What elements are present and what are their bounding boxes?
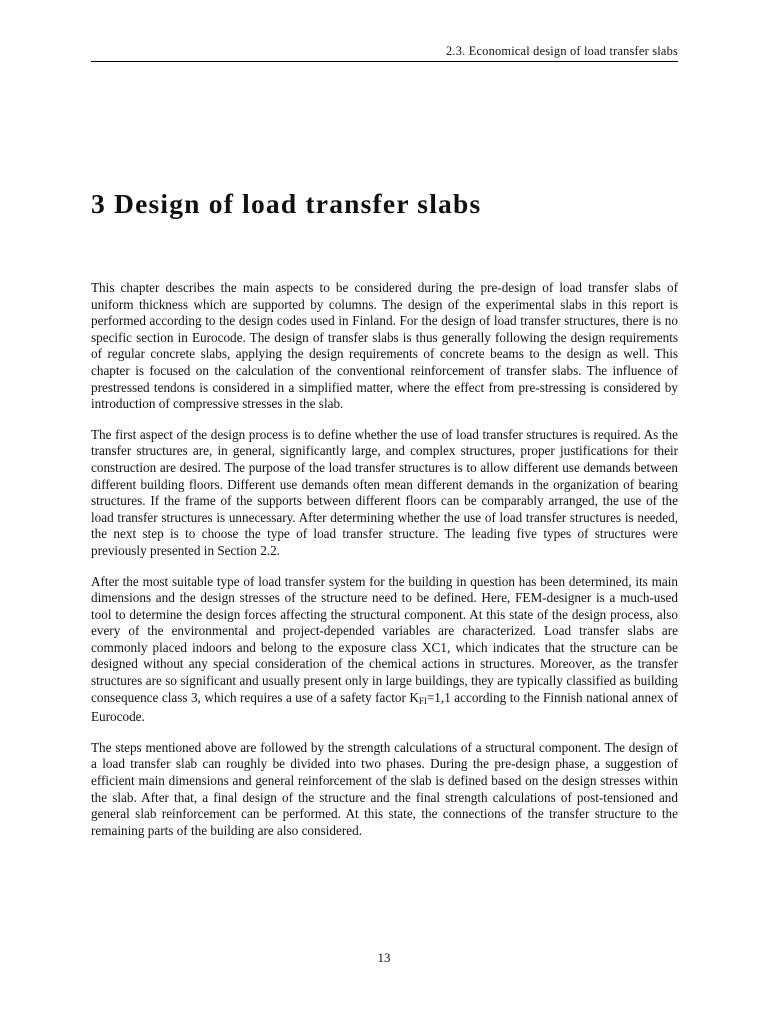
- paragraph-2: The first aspect of the design process is to define whether the use of load transfer structures is required. As the transfer structures are, in general, significantly large, and complex structures, proper justifications for their construction are desired. The purpose of the load transfer structures is to allow different use demands between different building floors. Different use demands often mean different demands in the organization of bearing structures. If the frame of the supports between different floors can be comparably arranged, the use of the load transfer structures is unnecessary. After determining whether the use of load transfer structures is needed, the next step is to choose the type of load transfer structure. The leading five types of structures were previously presented in Section 2.2.: [91, 426, 678, 558]
- paragraph-1: This chapter describes the main aspects to be considered during the pre-design of load transfer slabs of uniform thickness which are supported by columns. The design of the experimental slabs in this report is performed according to the design codes used in Finland. For the design of load transfer structures, there is no specific section in Eurocode. The design of transfer slabs is thus generally following the design requirements of regular concrete slabs, applying the design requirements of concrete beams to the design as well. This chapter is focused on the calculation of the conventional reinforcement of transfer slabs. The influence of prestressed tendons is considered in a simplified matter, where the effect from pre-stressing is considered by introduction of compressive stresses in the slab.: [91, 280, 678, 412]
- running-header: [91, 44, 678, 59]
- paragraph-3-text: After the most suitable type of load transfer system for the building in question has been determined, its main dimensions and the design stresses of the structure need to be defined. Here, FEM-designer is a much-used tool to determine the design forces affecting the structural component. At this state of the design process, also every of the environmental and project-depended variables are characterized. Load transfer slabs are commonly placed indoors and belong to the exposure class XC1, which indicates that the structure can be designed without any special consideration of the chemical actions in structures. Moreover, as the transfer structures are so significant and usually present only in large buildings, they are typically classified as building consequence class 3, which requires a use of a safety factor K: [91, 573, 678, 705]
- paragraph-3: [91, 574, 678, 726]
- paragraph-4: The steps mentioned above are followed by the strength calculations of a structural component. The design of a load transfer slab can roughly be divided into two phases. During the pre-design phase, a suggestion of efficient main dimensions and general reinforcement of the slab is defined based on the design stresses within the slab. After that, a final design of the structure and the final strength calculations of post-tensioned and general slab reinforcement can be performed. At this state, the connections of the transfer structure to the remaining parts of the building are also considered.: [91, 739, 678, 838]
- chapter-title: 3 Design of load transfer slabs: [91, 188, 482, 219]
- body-text: [91, 280, 678, 853]
- running-header-text: 2.3. Economical design of load transfer slabs: [446, 44, 678, 58]
- paragraph-3-text-end: =1,1 according to the Finnish national annex of Eurocode.: [91, 689, 679, 725]
- safety-factor-subscript: FI: [418, 695, 427, 706]
- header-rule: [91, 61, 678, 62]
- page-number: 13: [377, 950, 391, 965]
